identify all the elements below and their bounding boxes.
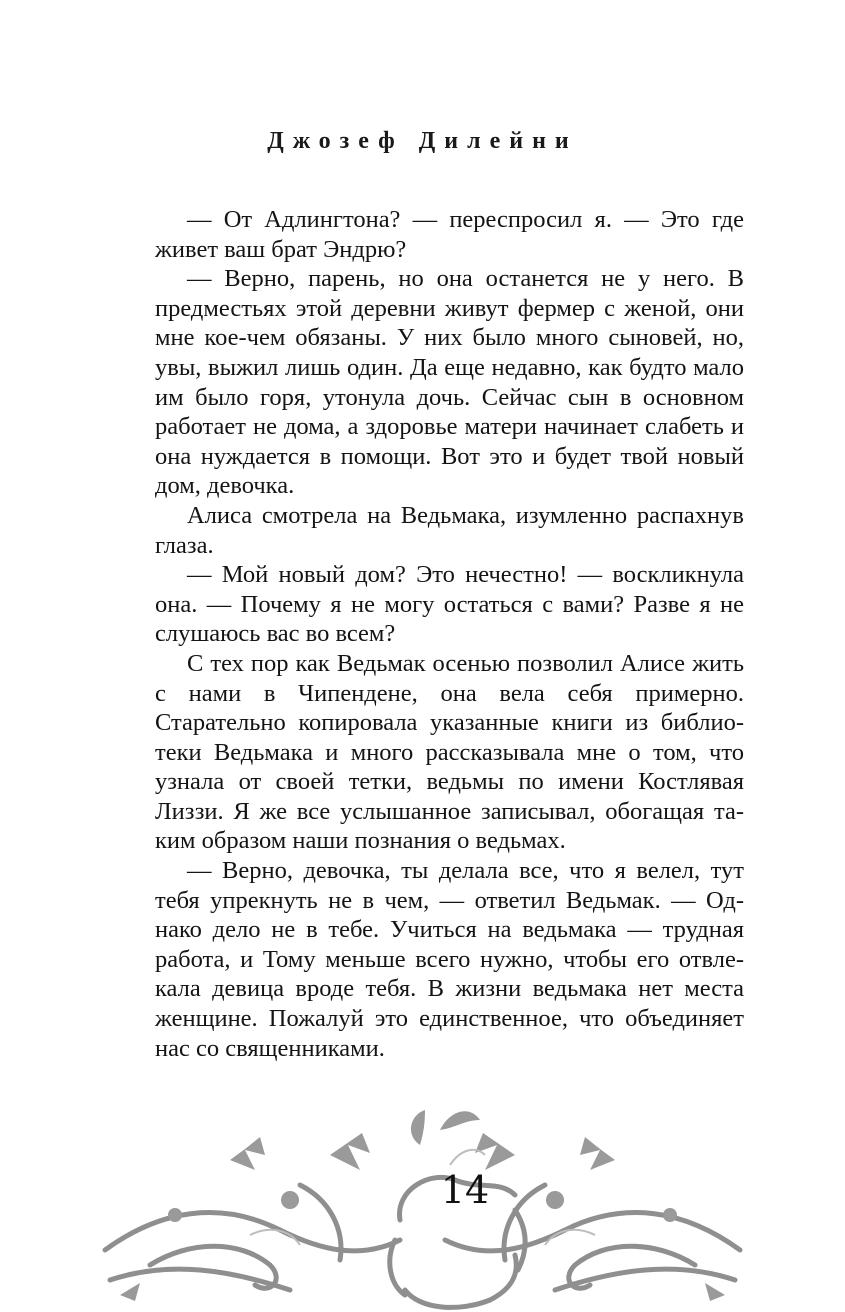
- paragraph: — От Адлингтона? — переспросил я. — Это где живет ваш брат Эндрю?: [155, 206, 744, 263]
- paragraph: Алиса смотрела на Ведьмака, изумленно распахнув глаза.: [155, 501, 744, 559]
- page-number: 14: [440, 1168, 490, 1212]
- body-text: [155, 205, 744, 1063]
- paragraph: — Мой новый дом? Это нечестно! — воскликнула она. — Почему я не могу остаться с вами? Разве я не слушаюсь вас во всем?: [155, 561, 744, 648]
- running-header: Джозеф Дилейни: [267, 128, 578, 154]
- paragraph: — Верно, девочка, ты делала все, что я велел, тут тебя упрекнуть не в чем, — ответил Ведьмак. — Однако дело не в тебе. Учиться на ведьмака — трудная работа, и Тому меньше всего нужно, чтобы его отвлекала девица вроде тебя. В жизни ведьмака нет места женщине. Пожалуй это единственное, что объединяет нас со священниками.: [155, 857, 744, 1062]
- paragraph: — Верно, парень, но она останется не у него. В предместьях этой деревни живут фермер с женой, они мне кое-чем обязаны. У них было много сыновей, но, увы, выжил лишь один. Да еще недавно, как будто мало им было горя, утонула дочь. Сейчас сын в основном работает не дома, а здоровье матери начинает слабеть и она нуждается в помощи. Вот это и будет твой новый дом, девочка.: [155, 265, 744, 500]
- paragraph: С тех пор как Ведьмак осенью позволил Алисе жить с нами в Чипендене, она вела себя примерно. Старательно копировала указанные книги из библиотеки Ведьмака и много рассказывала мне о том, что узнала от своей тетки, ведьмы по имени Костлявая Лиззи. Я же все услышанное записывал, обогащая таким образом наши познания о ведьмах.: [155, 649, 744, 855]
